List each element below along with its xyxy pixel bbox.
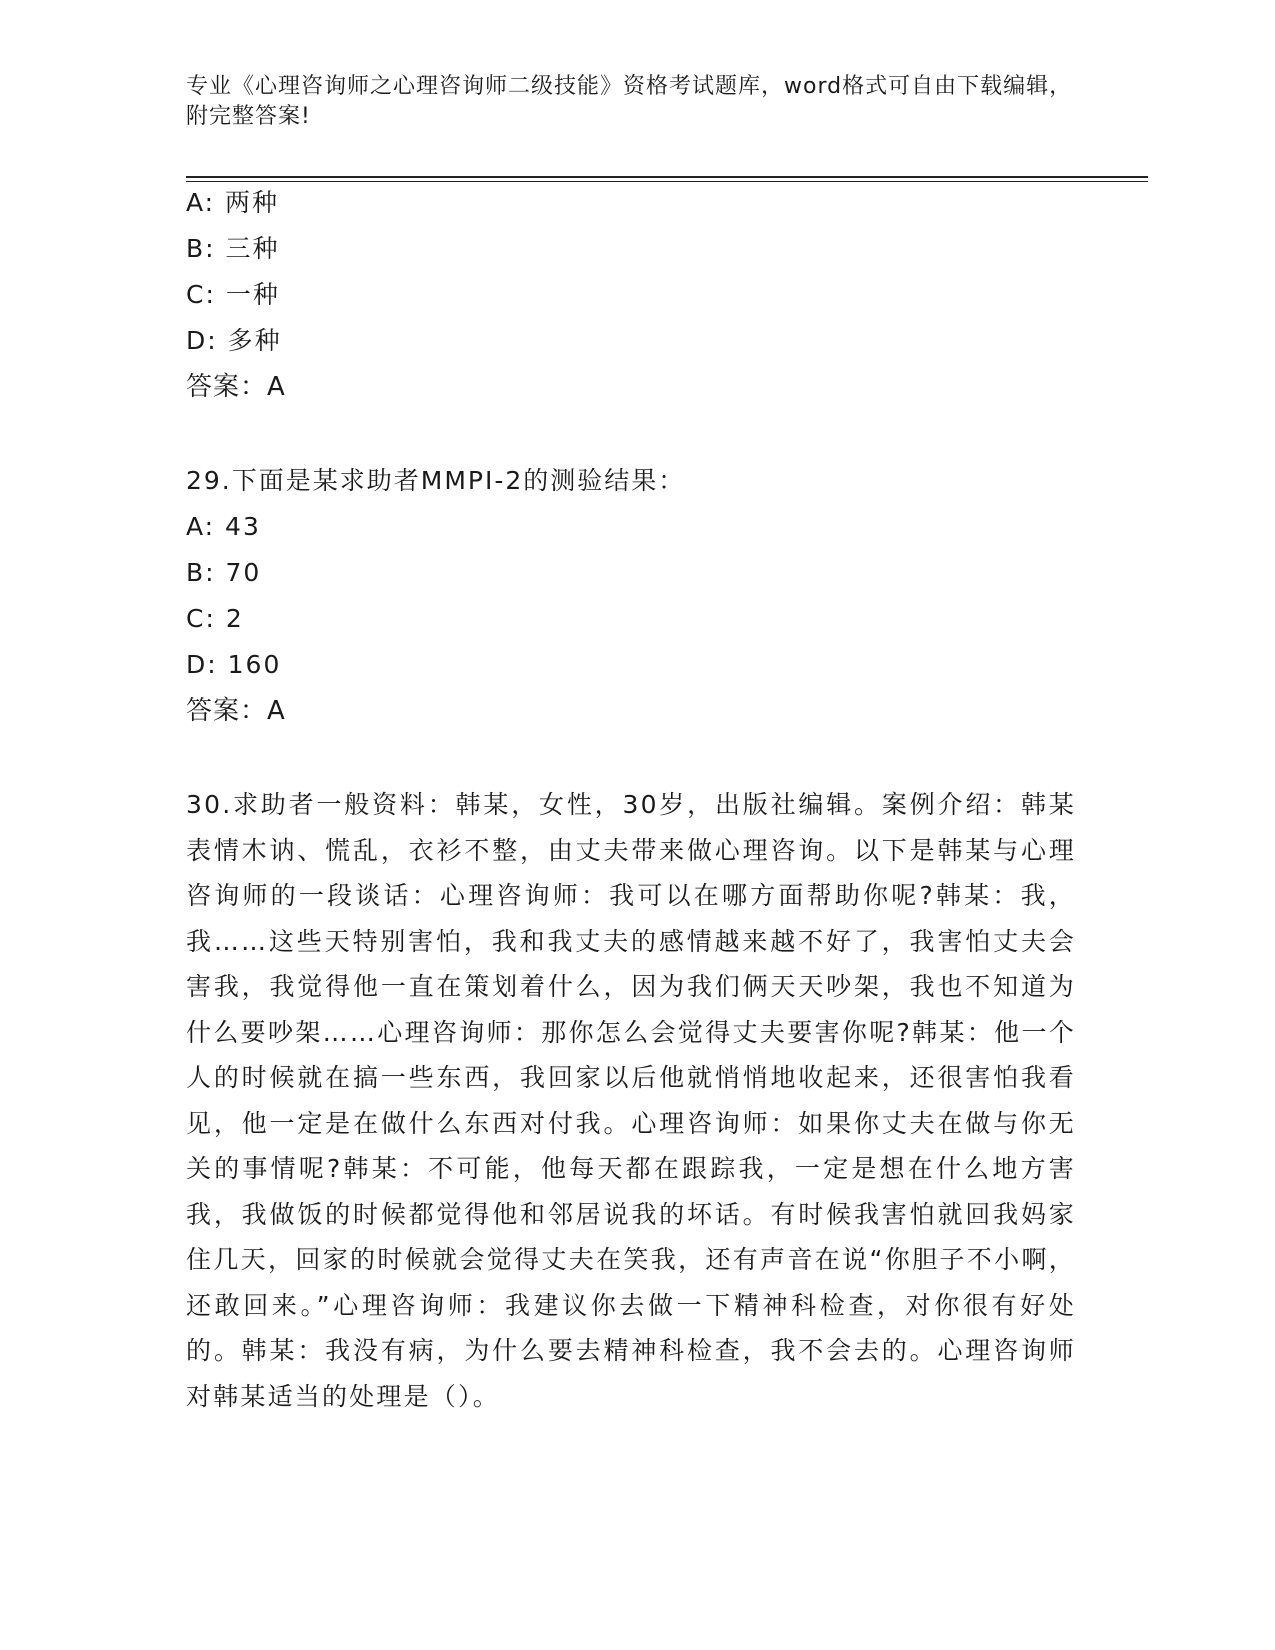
option-c: C: 一种 bbox=[186, 280, 280, 309]
question-30-stem: 30.求助者一般资料：韩某，女性，30岁，出版社编辑。案例介绍：韩某表情木讷、慌乱，衣衫不整，由丈夫带来做心理咨询。以下是韩某与心理咨询师的一段谈话：心理咨询师：我可以在哪方面帮助你呢?韩某：我，我……这些天特别害怕，我和我丈夫的感情越来越不好了，我害怕丈夫会害我，我觉得他一直在策划着什么，因为我们俩天天吵架，我也不知道为什么要吵架……心理咨询师：那你怎么会觉得丈夫要害你呢?韩某：他一个人的时候就在搞一些东西，我回家以后他就悄悄地收起来，还很害怕我看见，他一定是在做什么东西对付我。心理咨询师：如果你丈夫在做与你无关的事情呢?韩某：不可能，他每天都在跟踪我，一定是想在什么地方害我，我做饭的时候都觉得他和邻居说我的坏话。有时候我害怕就回我妈家住几天，回家的时候就会觉得丈夫在笑我，还有声音在说“你胆子不小啊，还敢回来。”心理咨询师：我建议你去做一下精神科检查，对你很有好处的。韩某：我没有病，为什么要去精神科检查，我不会去的。心理咨询师对韩某适当的处理是（）。 bbox=[186, 790, 1076, 1411]
question-29 bbox=[186, 466, 1086, 742]
option-b: B: 三种 bbox=[186, 234, 280, 263]
option-a: A: 两种 bbox=[186, 188, 280, 217]
document-header: 专业《心理咨询师之心理咨询师二级技能》资格考试题库，word格式可自由下载编辑，附完整答案! bbox=[186, 74, 1073, 129]
answer-line: 答案：A bbox=[186, 372, 286, 402]
option-d: D: 160 bbox=[186, 650, 282, 679]
option-d: D: 多种 bbox=[186, 326, 282, 355]
header-divider bbox=[186, 176, 1148, 178]
header-divider-thin bbox=[186, 181, 1148, 182]
question-stem: 29.下面是某求助者MMPI-2的测验结果： bbox=[186, 466, 686, 495]
option-c: C: 2 bbox=[186, 604, 244, 633]
question-28-options bbox=[186, 188, 1086, 418]
answer-line: 答案：A bbox=[186, 696, 286, 726]
option-a: A: 43 bbox=[186, 512, 261, 541]
option-b: B: 70 bbox=[186, 558, 262, 587]
